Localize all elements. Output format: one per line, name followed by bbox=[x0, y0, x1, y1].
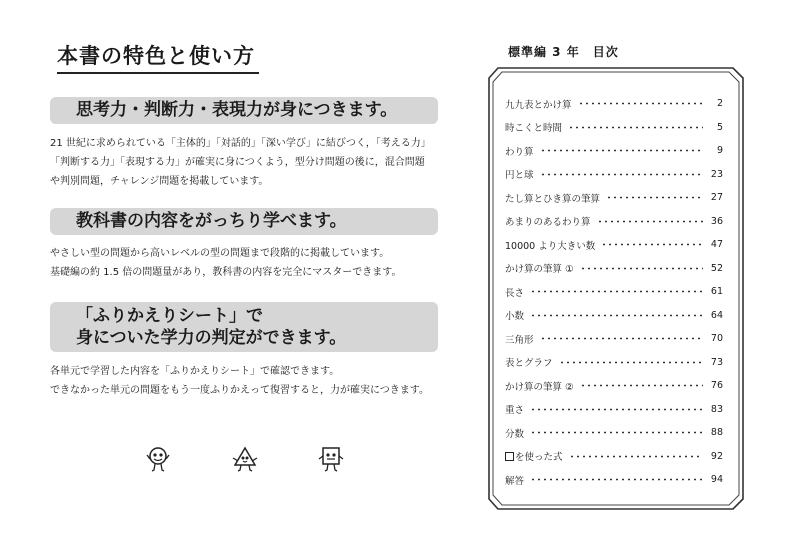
dot-leader bbox=[530, 314, 703, 317]
section-heading-2 bbox=[50, 208, 438, 235]
toc-item-page: 83 bbox=[710, 403, 723, 415]
section-body-3-line-2: できなかった単元の問題をもう一度ふりかえって復習すると，力が確実につきます。 bbox=[50, 385, 429, 396]
toc-item-page: 73 bbox=[710, 356, 723, 368]
toc-item-label bbox=[505, 144, 534, 158]
dot-leader bbox=[597, 220, 703, 223]
toc-list bbox=[505, 92, 723, 492]
dot-leader bbox=[540, 337, 703, 340]
dot-leader bbox=[580, 267, 703, 270]
toc-item-text: を使った式 bbox=[515, 452, 563, 464]
toc-title: 標準編 3 年 目次 bbox=[508, 45, 619, 59]
toc-item-page: 36 bbox=[710, 215, 723, 227]
toc-item bbox=[505, 327, 723, 351]
section-body-2-line-1: やさしい型の問題から高いレベルの型の問題まで段階的に掲載しています。 bbox=[50, 248, 390, 259]
toc-item bbox=[505, 445, 723, 469]
toc-item-page: 47 bbox=[710, 239, 723, 251]
toc-item-label bbox=[505, 120, 562, 134]
toc-item bbox=[505, 468, 723, 492]
toc-item-page: 94 bbox=[710, 474, 723, 486]
dot-leader bbox=[540, 173, 703, 176]
toc-item-text: 長さ bbox=[505, 287, 525, 299]
dot-leader bbox=[530, 408, 703, 411]
toc-item-label bbox=[505, 402, 524, 416]
toc-item-text: 時こくと時間 bbox=[505, 123, 563, 135]
dot-leader bbox=[569, 455, 703, 458]
toc-item-label bbox=[505, 426, 524, 440]
toc-item-text: わり算 bbox=[505, 146, 534, 158]
toc-item-label bbox=[505, 332, 534, 346]
toc-item bbox=[505, 233, 723, 257]
toc-item-page: 70 bbox=[710, 333, 723, 345]
toc-item-text: 重さ bbox=[505, 405, 525, 417]
section-heading-2-line-1: 教科書の内容をがっちり学べます。 bbox=[76, 211, 347, 231]
toc-item-label bbox=[505, 214, 591, 228]
dot-leader bbox=[530, 478, 703, 481]
toc-item bbox=[505, 257, 723, 281]
toc-item bbox=[505, 186, 723, 210]
section-body-2 bbox=[50, 244, 401, 282]
toc-item bbox=[505, 210, 723, 234]
toc-item bbox=[505, 304, 723, 328]
section-body-1-line-3: や判別問題，チャレンジ問題を掲載しています。 bbox=[50, 176, 269, 187]
toc-item-page: 5 bbox=[716, 121, 723, 133]
section-heading-3 bbox=[50, 302, 438, 352]
section-body-3-line-1: 各単元で学習した内容を「ふりかえりシート」で確認できます。 bbox=[50, 366, 340, 377]
toc-item-label bbox=[505, 308, 524, 322]
toc-item-label bbox=[505, 97, 572, 111]
section-body-2-line-2: 基礎編の約 1.5 倍の問題量があり，教科書の内容を完全にマスターできます。 bbox=[50, 267, 402, 278]
toc-item bbox=[505, 280, 723, 304]
toc-item-page: 27 bbox=[710, 192, 723, 204]
toc-item-text: 解答 bbox=[505, 475, 525, 487]
toc-item-page: 52 bbox=[710, 262, 723, 274]
toc-item-label bbox=[505, 238, 595, 252]
section-heading-3-line-2: 身についた学力の判定ができます。 bbox=[76, 328, 347, 348]
dot-leader bbox=[578, 102, 703, 105]
dot-leader bbox=[580, 384, 703, 387]
section-heading-1-line-1: 思考力・判断力・表現力が身につきます。 bbox=[76, 100, 398, 120]
toc-item-label bbox=[505, 285, 524, 299]
blank-box-icon bbox=[505, 452, 514, 461]
section-body-1-line-2: 「判断する力」「表現する力」が確実に身につくよう，型分け問題の後に，混合問題 bbox=[50, 157, 425, 168]
triangle-face-character-icon bbox=[232, 446, 258, 472]
toc-item-text: 円と球 bbox=[505, 170, 534, 182]
section-body-1-line-1: 21 世紀に求められている「主体的」「対話的」「深い学び」に結びつく，「考える力」 bbox=[50, 138, 431, 149]
toc-item-page: 92 bbox=[710, 450, 723, 462]
toc-item bbox=[505, 398, 723, 422]
toc-item-page: 76 bbox=[710, 380, 723, 392]
toc-item bbox=[505, 92, 723, 116]
toc-item-page: 64 bbox=[710, 309, 723, 321]
section-heading-3-line-1: 「ふりかえりシート」で bbox=[76, 306, 263, 326]
dot-leader bbox=[530, 431, 703, 434]
toc-item bbox=[505, 139, 723, 163]
dot-leader bbox=[606, 196, 703, 199]
toc-item-text: かけ算の筆算 ② bbox=[505, 381, 574, 393]
toc-item-label bbox=[505, 355, 553, 369]
toc-item bbox=[505, 163, 723, 187]
toc-item-page: 61 bbox=[710, 286, 723, 298]
dot-leader bbox=[530, 290, 703, 293]
toc-item-page: 9 bbox=[716, 145, 723, 157]
round-face-character-icon bbox=[145, 446, 171, 472]
toc-item-text: あまりのあるわり算 bbox=[505, 217, 591, 229]
square-face-character-icon bbox=[318, 446, 344, 472]
toc-item-text: たし算とひき算の筆算 bbox=[505, 193, 601, 205]
toc-item-text: 小数 bbox=[505, 311, 525, 323]
section-body-3 bbox=[50, 362, 429, 400]
toc-item-text: かけ算の筆算 ① bbox=[505, 264, 574, 276]
toc-item-page: 88 bbox=[710, 427, 723, 439]
toc-item-page: 2 bbox=[716, 98, 723, 110]
toc-item bbox=[505, 421, 723, 445]
section-body-1 bbox=[50, 134, 431, 191]
toc-item-label bbox=[505, 191, 600, 205]
dot-leader bbox=[568, 126, 703, 129]
toc-item-label bbox=[505, 473, 524, 487]
toc-item-label bbox=[505, 261, 574, 275]
dot-leader bbox=[601, 243, 703, 246]
toc-item-text: 九九表とかけ算 bbox=[505, 99, 572, 111]
section-heading-1 bbox=[50, 97, 438, 124]
toc-item-label bbox=[505, 167, 534, 181]
toc-item bbox=[505, 116, 723, 140]
dot-leader bbox=[540, 149, 703, 152]
toc-item-label bbox=[505, 379, 574, 393]
toc-item-text: 10000 より大きい数 bbox=[505, 240, 596, 252]
toc-item-text: 表とグラフ bbox=[505, 358, 553, 370]
dot-leader bbox=[559, 361, 703, 364]
page-title: 本書の特色と使い方 bbox=[57, 40, 259, 74]
toc-item bbox=[505, 374, 723, 398]
toc-item-text: 三角形 bbox=[505, 334, 534, 346]
toc-item-text: 分数 bbox=[505, 428, 525, 440]
toc-item-page: 23 bbox=[710, 168, 723, 180]
toc-item bbox=[505, 351, 723, 375]
toc-item-label bbox=[505, 449, 563, 463]
